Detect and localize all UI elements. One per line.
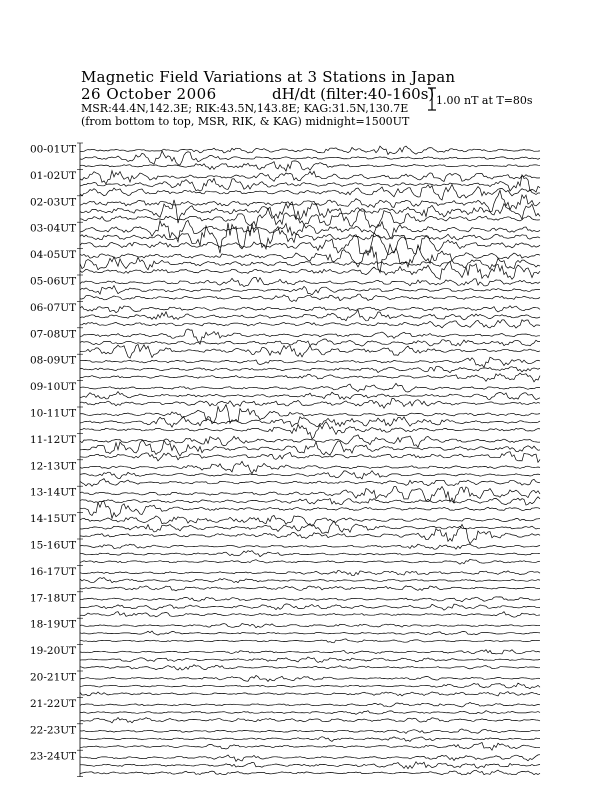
trace-kag	[80, 294, 540, 301]
trace-kag	[80, 639, 540, 643]
trace-msr	[80, 729, 540, 734]
trace-kag	[80, 344, 540, 358]
hour-label: 18-19UT	[30, 618, 77, 631]
trace-rik	[80, 578, 540, 583]
trace-rik	[80, 521, 540, 533]
trace-rik	[80, 286, 540, 295]
hour-label: 00-01UT	[30, 143, 77, 156]
trace-rik	[80, 366, 540, 373]
trace-kag	[80, 692, 540, 696]
trace-msr	[80, 329, 540, 344]
trace-rik	[80, 151, 540, 165]
hour-label: 08-09UT	[30, 354, 77, 367]
trace-rik	[80, 417, 540, 427]
trace-msr	[80, 624, 540, 628]
trace-kag	[80, 261, 540, 279]
trace-rik	[80, 175, 540, 192]
hour-label: 17-18UT	[30, 592, 77, 605]
hour-label: 07-08UT	[30, 328, 77, 341]
hour-label: 22-23UT	[30, 724, 77, 737]
scale-bar	[428, 88, 436, 110]
trace-kag	[80, 559, 540, 564]
chart-title: Magnetic Field Variations at 3 Stations in Japan	[81, 68, 456, 86]
trace-kag	[80, 718, 540, 723]
trace-rik	[80, 762, 540, 769]
trace-msr	[80, 461, 540, 473]
trace-msr	[80, 277, 540, 286]
trace-kag	[80, 398, 540, 408]
trace-rik	[80, 657, 540, 663]
station-coordinates: MSR:44.4N,142.3E; RIK:43.5N,143.8E; KAG:31.5N,130.7E	[81, 102, 409, 115]
trace-kag	[80, 665, 540, 670]
hour-label: 06-07UT	[30, 301, 77, 314]
plot-frame	[77, 143, 83, 777]
trace-msr	[80, 383, 540, 392]
trace-rik	[80, 683, 540, 689]
hour-label: 13-14UT	[30, 486, 77, 499]
trace-msr	[80, 597, 540, 602]
trace-msr	[80, 405, 540, 424]
trace-rik	[80, 310, 540, 321]
trace-msr	[80, 676, 540, 682]
trace-msr	[80, 570, 540, 575]
filter-mode: dH/dt (filter:40-160s)	[272, 85, 435, 103]
hour-label: 02-03UT	[30, 196, 77, 209]
trace-rik	[80, 440, 540, 456]
hour-label: 23-24UT	[30, 750, 77, 763]
trace-msr	[80, 544, 540, 549]
trace-rik	[80, 257, 540, 270]
hour-label: 19-20UT	[30, 645, 77, 658]
hour-label: 15-16UT	[30, 539, 77, 552]
traces	[80, 146, 540, 775]
hour-label: 01-02UT	[30, 169, 77, 182]
trace-rik	[80, 604, 540, 610]
hour-label: 20-21UT	[30, 671, 77, 684]
trace-msr	[80, 755, 540, 762]
scale-bar-label: 1.00 nT at T=80s	[436, 94, 533, 107]
trace-rik	[80, 711, 540, 715]
trace-msr	[80, 171, 540, 184]
trace-kag	[80, 452, 540, 463]
trace-rik	[80, 471, 540, 479]
hour-label: 14-15UT	[30, 513, 77, 526]
trace-msr	[80, 146, 540, 154]
hour-label: 09-10UT	[30, 381, 77, 394]
trace-msr	[80, 306, 540, 313]
trace-kag	[80, 320, 540, 328]
hour-label: 12-13UT	[30, 460, 77, 473]
hour-labels	[30, 144, 76, 763]
trace-msr	[80, 650, 540, 654]
trace-kag	[80, 479, 540, 487]
hour-label: 10-11UT	[30, 407, 77, 420]
trace-rik	[80, 200, 540, 223]
hour-label: 11-12UT	[30, 433, 77, 446]
trace-rik	[80, 497, 540, 505]
hour-label: 05-06UT	[30, 275, 77, 288]
trace-kag	[80, 373, 540, 382]
hour-label: 21-22UT	[30, 697, 77, 710]
trace-rik	[80, 392, 540, 400]
hour-label: 04-05UT	[30, 249, 77, 262]
trace-msr	[80, 357, 540, 367]
trace-msr	[80, 702, 540, 707]
trace-rik	[80, 223, 540, 253]
trace-rik	[80, 737, 540, 742]
hour-label: 16-17UT	[30, 565, 77, 578]
trace-kag	[80, 586, 540, 591]
trace-kag	[80, 184, 540, 200]
trace-msr	[80, 435, 540, 447]
chart-date: 26 October 2006	[81, 85, 217, 103]
trace-msr	[80, 220, 540, 242]
trace-kag	[80, 743, 540, 751]
hour-label: 03-04UT	[30, 222, 77, 235]
trace-rik	[80, 551, 540, 557]
station-order-note: (from bottom to top, MSR, RIK, & KAG) midnight=1500UT	[81, 115, 410, 128]
trace-rik	[80, 631, 540, 635]
trace-kag	[80, 770, 540, 775]
trace-kag	[80, 161, 540, 171]
trace-kag	[80, 612, 540, 618]
trace-msr	[80, 244, 540, 272]
